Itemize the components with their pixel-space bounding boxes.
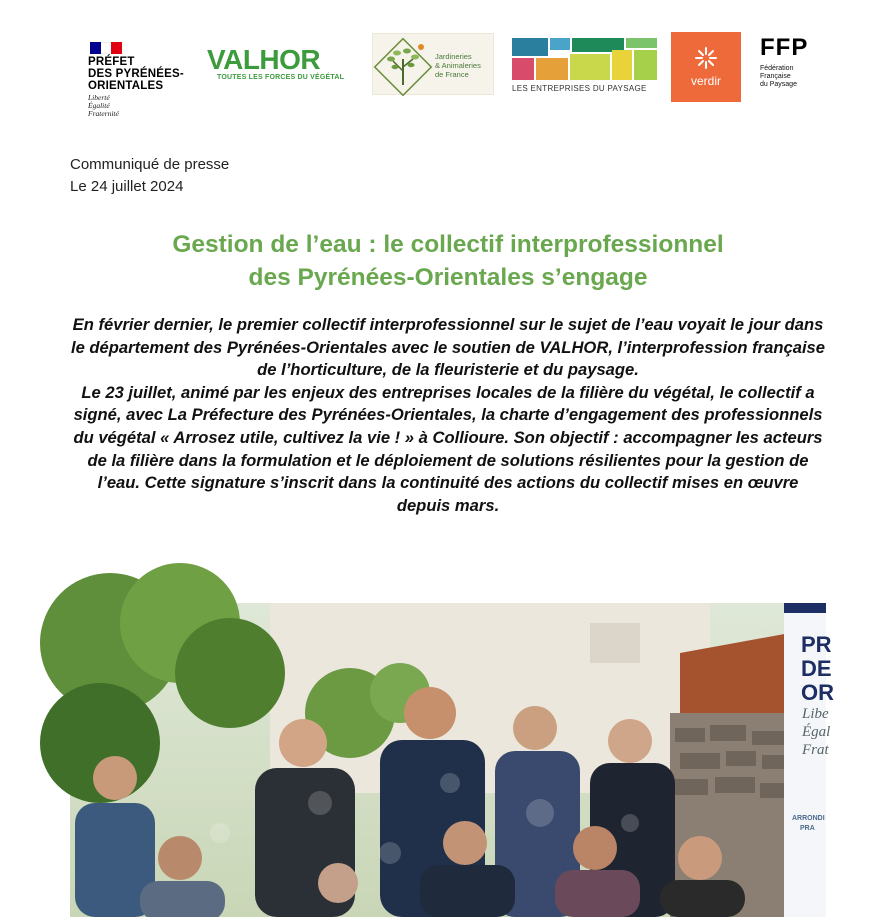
press-type: Communiqué de presse	[70, 156, 230, 173]
lead-paragraph-1: En février dernier, le premier collectif interprofessionnel sur le sujet de l’eau voyait le jour dans le département des Pyrénées-Orientales avec le soutien de VALHOR, l’interprofession française de l’horticulture, de la fleuristerie et du paysage.	[70, 315, 826, 380]
ffp-logo	[760, 36, 824, 96]
valhor-logo	[207, 45, 352, 85]
press-date: Le 24 juillet 2024	[70, 178, 184, 195]
page-title	[70, 228, 826, 294]
lead-paragraph	[70, 314, 826, 517]
title-line-2: des Pyrénées-Orientales s’engage	[248, 264, 648, 291]
jardineries-logo	[372, 33, 494, 95]
jardineries-name: Jardineries & Animaleries de France	[435, 52, 481, 79]
sparkle-icon	[694, 46, 718, 70]
prefet-motto: Liberté Égalité Fraternité	[88, 93, 119, 118]
banner-text-1: PR	[801, 632, 832, 657]
valhor-wordmark: VALHOR	[207, 44, 321, 75]
title-line-1: Gestion de l’eau : le collectif interprofessionnel	[172, 231, 724, 258]
verdir-logo	[671, 32, 741, 102]
prefet-name: PRÉFET DES PYRÉNÉES- ORIENTALES	[88, 56, 184, 92]
ffp-name: Fédération Française du Paysage	[760, 65, 797, 88]
ffp-mark: FFP	[760, 34, 809, 61]
banner-motto-2: Égal	[802, 724, 831, 740]
banner-text-3: OR	[801, 680, 834, 705]
partner-logos-bar	[0, 0, 876, 135]
photo-illustration	[70, 603, 826, 917]
french-flag-icon	[90, 42, 122, 54]
banner-small-2: PRA	[800, 825, 815, 832]
colored-blocks-icon	[512, 38, 657, 80]
valhor-tagline: TOUTES LES FORCES DU VÉGÉTAL	[217, 74, 345, 81]
tree-icon	[377, 37, 433, 93]
lead-paragraph-2: Le 23 juillet, animé par les enjeux des entreprises locales de la filière du végétal, le collectif a signé, avec La Préfecture des Pyrénées-Orientales, la charte d’engagement des professionnels du végétal « Arrosez utile, cultivez la vie ! » à Collioure. Son objectif : accompagner les acteurs de la filière dans la formulation et le déploiement de solutions résilientes pour la gestion de l’eau. Cette signature s’inscrit dans la continuité des actions du collectif mises en œuvre depuis mars.	[73, 382, 823, 515]
prefet-logo	[88, 42, 198, 124]
banner-small-1: ARRONDI	[792, 815, 825, 822]
banner-motto-1: Libe	[802, 706, 829, 722]
verdir-wordmark: verdir	[690, 74, 721, 88]
press-header	[70, 154, 229, 198]
entreprises-paysage-name: LES ENTREPRISES DU PAYSAGE	[512, 84, 647, 93]
banner-text-2: DE	[801, 656, 832, 681]
signing-photo	[70, 603, 834, 917]
entreprises-paysage-logo	[512, 38, 657, 96]
banner-motto-3: Frat	[802, 742, 829, 758]
